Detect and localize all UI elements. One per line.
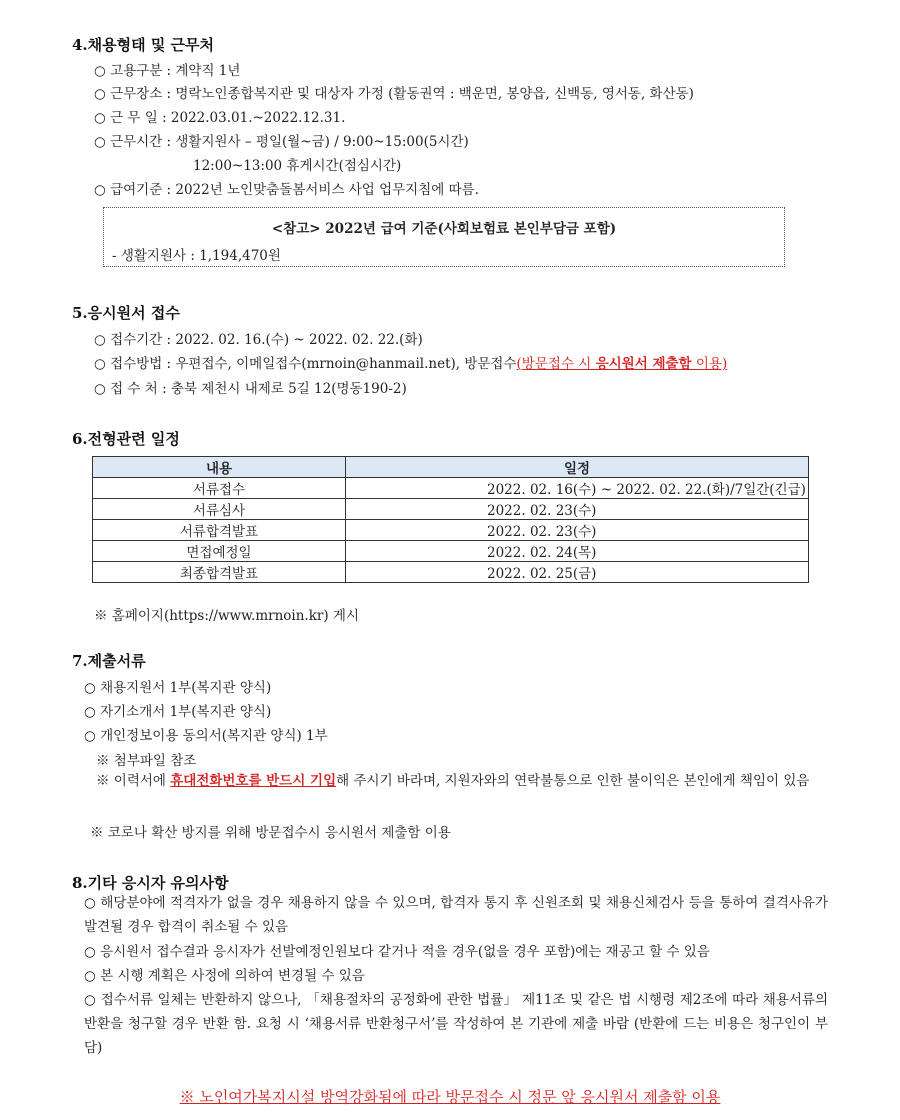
- break-time: 12:00~13:00 휴게시간(점심시간): [193, 158, 402, 174]
- column-header-content: 내용: [93, 457, 346, 478]
- document-item: ○ 자기소개서 1부(복지관 양식): [84, 704, 272, 720]
- application-period: ○ 접수기간 : 2022. 02. 16.(수) ~ 2022. 02. 22.(화): [94, 332, 423, 348]
- phone-note-suffix: 해 주시기 바라며, 지원자와의 연락불통으로 인한 불이익은 본인에게 책임이 있음: [336, 773, 810, 789]
- document-item: ○ 채용지원서 1부(복지관 양식): [84, 680, 272, 696]
- phone-note-prefix: ※ 이력서에: [96, 773, 171, 789]
- salary-reference-title: <참고> 2022년 급여 기준(사회보험료 본인부담금 포함): [271, 221, 617, 237]
- table-row: [93, 520, 809, 541]
- section-5-heading: 5.응시원서 접수: [72, 304, 180, 322]
- notice-paragraph: ○ 접수서류 일체는 반환하지 않으나, 「채용절차의 공정화에 관한 법률」 제11조 및 같은 법 시행령 제2조에 따라 채용서류의 반환을 청구할 경우 반환 함. 요청 시 ‘채용서류 반환청구서’를 작성하여 본 기관에 제출 바람 (반환에 드는 비용은 청구인이 부담): [84, 992, 828, 1056]
- table-cell-schedule: 2022. 02. 24(목): [346, 541, 809, 562]
- work-location: ○ 근무장소 : 명락노인종합복지관 및 대상자 가정 (활동권역 : 백운면, 봉양읍, 신백동, 영서동, 화산동): [94, 86, 694, 102]
- section-8-heading: 8.기타 응시자 유의사항: [72, 874, 229, 892]
- schedule-table: [92, 456, 809, 583]
- notice-paragraph: ○ 해당분야에 적격자가 없을 경우 채용하지 않을 수 있으며, 합격자 통지 후 신원조회 및 채용신체검사 등을 통하여 결격사유가 발견될 경우 합격이 취소될 수 있음: [84, 895, 828, 935]
- phone-note-highlight: 휴대전화번호를 반드시 기입: [170, 773, 337, 789]
- table-cell-schedule: 2022. 02. 25(금): [346, 562, 809, 583]
- homepage-note: ※ 홈페이지(https://www.mrnoin.kr) 게시: [94, 608, 359, 624]
- section-6-heading: 6.전형관련 일정: [72, 430, 180, 448]
- covid-note: ※ 코로나 확산 방지를 위해 방문접수시 응시원서 제출함 이용: [90, 825, 451, 841]
- table-cell-schedule: 2022. 02. 23(수): [346, 520, 809, 541]
- table-cell-schedule: 2022. 02. 23(수): [346, 499, 809, 520]
- table-row: [93, 541, 809, 562]
- final-notice: [0, 1086, 900, 1107]
- salary-reference-box: [103, 207, 785, 267]
- document-item: ○ 개인정보이용 동의서(복지관 양식) 1부: [84, 728, 328, 744]
- employment-type: ○ 고용구분 : 계약직 1년: [94, 63, 241, 79]
- visit-note-bold: 응시원서 제출함: [595, 356, 692, 372]
- table-cell-content: 서류심사: [93, 499, 346, 520]
- notice-paragraph: ○ 응시원서 접수결과 응시자가 선발예정인원보다 같거나 적을 경우(없을 경우 포함)에는 재공고 할 수 있음: [84, 944, 710, 960]
- section-7-heading: 7.제출서류: [72, 652, 146, 670]
- visit-note-open: (방문접수 시: [516, 356, 596, 372]
- table-row: [93, 562, 809, 583]
- table-cell-content: 서류합격발표: [93, 520, 346, 541]
- salary-reference-item: - 생활지원사 : 1,194,470원: [112, 248, 281, 264]
- table-cell-content: 면접예정일: [93, 541, 346, 562]
- application-place: ○ 접 수 처 : 충북 제천시 내제로 5길 12(명동190-2): [94, 381, 407, 397]
- table-cell-content: 서류접수: [93, 478, 346, 499]
- table-cell-schedule: 2022. 02. 16(수) ~ 2022. 02. 22.(화)/7일간(긴급): [346, 478, 809, 499]
- application-method: [94, 352, 727, 372]
- visit-note-close: 이용): [691, 356, 728, 372]
- table-row: [93, 478, 809, 499]
- notice-paragraph: ○ 본 시행 계획은 사정에 의하여 변경될 수 있음: [84, 968, 365, 984]
- salary-basis: ○ 급여기준 : 2022년 노인맞춤돌봄서비스 사업 업무지침에 따름.: [94, 182, 479, 198]
- attachment-note: ※ 첨부파일 참조: [96, 753, 197, 769]
- column-header-schedule: 일정: [346, 457, 809, 478]
- final-notice-text: ※ 노인여가복지시설 방역강화됨에 따라 방문접수 시 정문 앞 응시원서 제출함 이용: [179, 1088, 721, 1106]
- table-header-row: [93, 457, 809, 478]
- section-4-heading: 4.채용형태 및 근무처: [72, 36, 215, 54]
- table-cell-content: 최종합격발표: [93, 562, 346, 583]
- table-row: [93, 499, 809, 520]
- application-method-text: ○ 접수방법 : 우편접수, 이메일접수(mrnoin@hanmail.net), 방문접수: [94, 356, 517, 372]
- work-period: ○ 근 무 일 : 2022.03.01.~2022.12.31.: [94, 110, 346, 126]
- phone-number-note: [84, 769, 828, 793]
- work-hours: ○ 근무시간 : 생활지원사 – 평일(월~금) / 9:00~15:00(5시간): [94, 134, 469, 150]
